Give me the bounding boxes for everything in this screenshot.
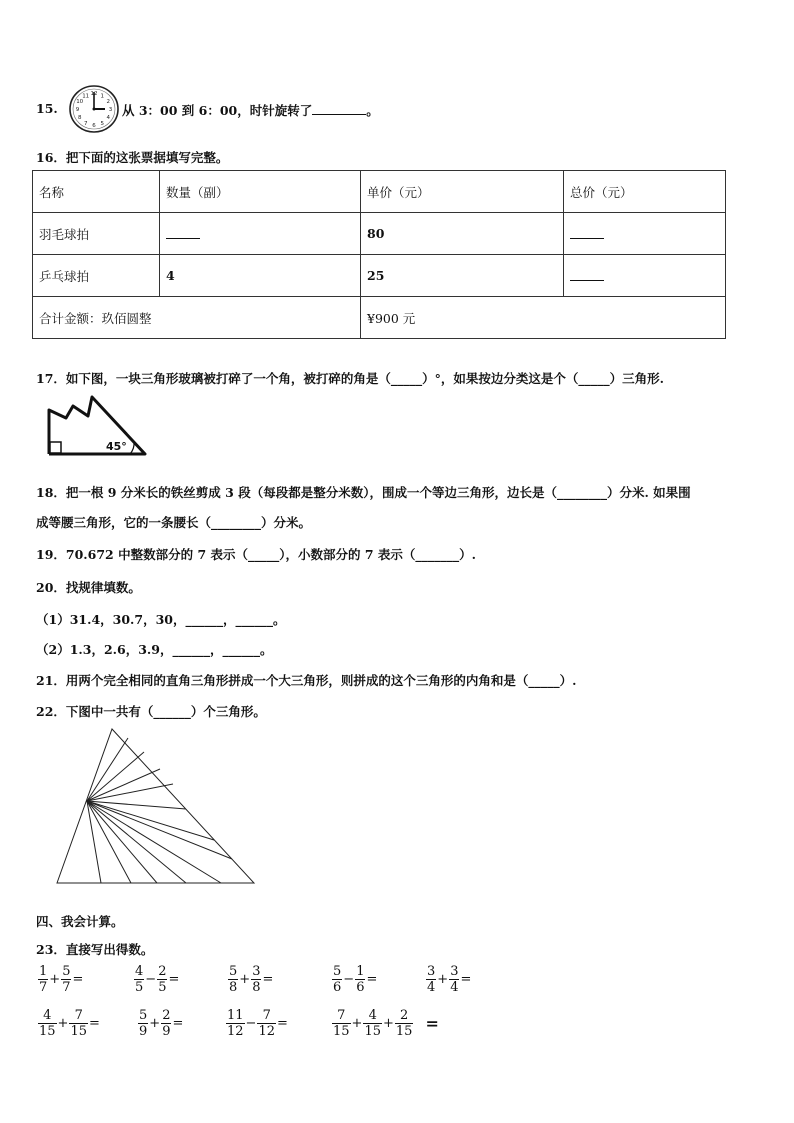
equals-sign: =	[262, 972, 274, 987]
numerator: 3	[252, 964, 261, 979]
fraction	[157, 964, 167, 995]
numerator: 5	[139, 1008, 148, 1023]
answer-blank[interactable]	[166, 226, 200, 239]
numerator: 4	[135, 964, 144, 979]
operator: +	[149, 1016, 161, 1031]
header-cell: 数量（副）	[160, 171, 361, 213]
header-cell: 单价（元）	[361, 171, 564, 213]
question-17-text: 17．如下图，一块三角形玻璃被打碎了一个角，被打碎的角是（_____）°，如果按边分类这是个（_____）三角形.	[36, 371, 664, 386]
operator: −	[245, 1016, 257, 1031]
question-22-text: 22．下图中一共有（______）个三角形。	[36, 704, 266, 719]
clock-number: 10	[76, 99, 84, 106]
numerator: 7	[74, 1008, 83, 1023]
clock-number: 5	[100, 121, 105, 128]
fraction	[355, 964, 365, 995]
operator: −	[343, 972, 355, 987]
denominator: 8	[229, 980, 238, 995]
question-number: 15.	[36, 101, 58, 116]
numerator: 4	[43, 1008, 52, 1023]
table-row	[33, 255, 726, 297]
fraction	[251, 964, 261, 995]
numerator: 5	[333, 964, 342, 979]
answer-blank[interactable]	[312, 102, 366, 115]
fraction	[38, 964, 48, 995]
denominator: 4	[450, 980, 459, 995]
denominator: 4	[427, 980, 436, 995]
fraction-expression	[332, 1008, 440, 1039]
fraction	[395, 1008, 414, 1039]
fraction-expression	[38, 964, 84, 995]
fraction	[332, 964, 342, 995]
fraction	[38, 1008, 57, 1039]
clock-number: 6	[92, 123, 96, 130]
name-cell: 乒乓球拍	[33, 255, 160, 297]
numerator: 1	[39, 964, 48, 979]
fraction-expression	[138, 1008, 184, 1039]
clock-number: 8	[77, 115, 82, 122]
question-20-line1: （1）31.4，30.7，30，______，______。	[36, 612, 286, 627]
numerator: 11	[227, 1008, 244, 1023]
clock-icon	[68, 84, 120, 134]
header-cell: 名称	[33, 171, 160, 213]
numerator: 3	[450, 964, 459, 979]
denominator: 15	[364, 1024, 381, 1039]
numerator: 2	[400, 1008, 409, 1023]
question-20-line2: （2）1.3，2.6，3.9，______，______。	[36, 642, 273, 657]
angle-label: 45°	[106, 440, 127, 453]
denominator: 15	[333, 1024, 350, 1039]
denominator: 15	[70, 1024, 87, 1039]
table-total-row	[33, 297, 726, 339]
total-label-cell: 合计金额：玖佰圆整	[33, 297, 361, 339]
qty-cell: 4	[160, 255, 361, 297]
denominator: 6	[333, 980, 342, 995]
fraction	[134, 964, 144, 995]
broken-triangle-figure	[44, 394, 148, 458]
fraction	[69, 1008, 88, 1039]
question-15-text: 从 3：00 到 6：00，时针旋转了 。	[122, 103, 379, 118]
operator: +	[57, 1016, 69, 1031]
denominator: 5	[158, 980, 167, 995]
fraction	[138, 1008, 148, 1039]
fraction-expression	[226, 1008, 289, 1039]
equals-sign: =	[460, 972, 472, 987]
clock-number: 11	[82, 93, 90, 100]
numerator: 4	[368, 1008, 377, 1023]
denominator: 15	[39, 1024, 56, 1039]
numerator: 5	[62, 964, 71, 979]
clock-number: 4	[106, 115, 111, 122]
equals-sign: =	[72, 972, 84, 987]
numerator: 2	[162, 1008, 171, 1023]
table-header-row	[33, 171, 726, 213]
numerator: 1	[356, 964, 365, 979]
denominator: 15	[395, 1024, 413, 1039]
fraction-expression	[332, 964, 378, 995]
answer-blank[interactable]	[570, 268, 604, 281]
numerator: 7	[262, 1008, 271, 1023]
denominator: 8	[252, 980, 261, 995]
denominator: 12	[258, 1024, 275, 1039]
question-21-text: 21．用两个完全相同的直角三角形拼成一个大三角形，则拼成的这个三角形的内角和是（_____）.	[36, 673, 577, 688]
fraction	[363, 1008, 382, 1039]
operator: +	[351, 1016, 363, 1031]
numerator: 2	[158, 964, 167, 979]
fraction	[426, 964, 436, 995]
table-row	[33, 213, 726, 255]
equals-sign: =	[89, 1016, 100, 1031]
fraction	[257, 1008, 276, 1039]
question-16-title: 16．把下面的这张票据填写完整。	[36, 150, 229, 165]
total-cell[interactable]	[564, 255, 726, 297]
clock-number: 1	[100, 93, 105, 100]
fraction-expression	[134, 964, 180, 995]
fraction	[61, 964, 71, 995]
denominator: 7	[62, 980, 71, 995]
fraction	[161, 1008, 171, 1039]
operator: +	[383, 1016, 394, 1031]
total-value-cell: ¥900 元	[361, 297, 726, 339]
name-cell: 羽毛球拍	[33, 213, 160, 255]
triangle-count-figure	[54, 726, 260, 886]
header-cell: 总价（元）	[564, 171, 726, 213]
denominator: 9	[162, 1024, 171, 1039]
denominator: 5	[135, 980, 144, 995]
equals-sign: =	[172, 1016, 184, 1031]
operator: +	[437, 972, 449, 987]
operator: −	[145, 972, 157, 987]
clock-number: 7	[84, 121, 88, 128]
fraction	[332, 1008, 351, 1039]
numerator: 5	[229, 964, 238, 979]
operator: +	[239, 972, 251, 987]
denominator: 12	[227, 1024, 244, 1039]
question-18-line1: 18．把一根 9 分米长的铁丝剪成 3 段（每段都是整分米数），围成一个等边三角形，边长是（________）分米. 如果围	[36, 485, 691, 500]
equals-sign: =	[366, 972, 378, 987]
question-18-line2: 成等腰三角形，它的一条腰长（________）分米。	[36, 515, 312, 530]
qty-cell[interactable]	[160, 213, 361, 255]
fraction	[449, 964, 459, 995]
numerator: 7	[337, 1008, 346, 1023]
clock-number: 9	[75, 107, 80, 114]
question-19-text: 19．70.672 中整数部分的 7 表示（_____），小数部分的 7 表示（_______）.	[36, 547, 476, 562]
denominator: 9	[139, 1024, 148, 1039]
equals-sign: =	[425, 1014, 439, 1033]
section-title: 四、我会计算。	[36, 914, 124, 929]
fraction-expression	[228, 964, 274, 995]
denominator: 7	[39, 980, 48, 995]
question-20-title: 20．找规律填数。	[36, 580, 141, 595]
total-cell[interactable]	[564, 213, 726, 255]
clock-number: 2	[106, 99, 111, 106]
fraction-expression	[426, 964, 472, 995]
operator: +	[49, 972, 61, 987]
fraction	[226, 1008, 245, 1039]
price-cell: 80	[361, 213, 564, 255]
equals-sign: =	[168, 972, 180, 987]
question-23-title: 23．直接写出得数。	[36, 942, 154, 957]
fraction	[228, 964, 238, 995]
fraction-expression	[38, 1008, 101, 1039]
price-cell: 25	[361, 255, 564, 297]
equals-sign: =	[277, 1016, 288, 1031]
clock-number: 3	[108, 107, 113, 114]
numerator: 3	[427, 964, 436, 979]
receipt-table	[32, 170, 726, 339]
clock-number: 12	[90, 91, 98, 98]
denominator: 6	[356, 980, 365, 995]
answer-blank[interactable]	[570, 226, 604, 239]
